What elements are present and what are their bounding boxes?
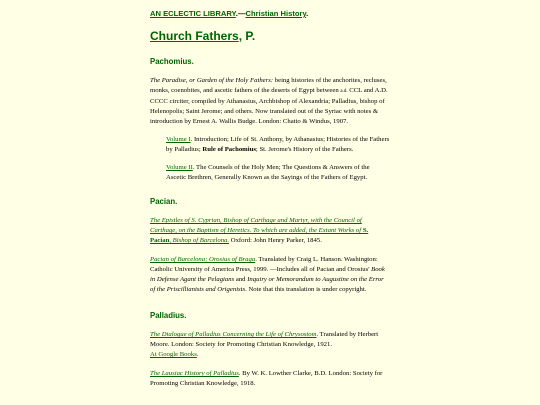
- breadcrumb-separator: .—: [235, 9, 246, 18]
- heading-pacian: Pacian.: [150, 197, 178, 206]
- volume-1-text-2: ; St. Jerome's History of the Fathers.: [255, 146, 354, 153]
- epistles-link-text-2: , Bishop of Barcelona.: [169, 237, 230, 244]
- barcelona-text-1: . Translated by Craig L. Hanson. Washington: Catholic University of America Press, 1999. —Includes all of Pacian and Orosius': [150, 256, 378, 273]
- breadcrumb-end: .: [306, 9, 309, 18]
- volume-2-link[interactable]: Volume II: [166, 164, 193, 171]
- breadcrumb-library-link[interactable]: AN ECLECTIC LIBRARY: [150, 9, 236, 18]
- epistles-link-text-1: The Epistles of S. Cyprian, Bishop of Carthage and Martyr, with the Council of Carthage, on the Baptism of Heretics. To which are added, the Extant Works of: [150, 217, 363, 234]
- entry-lausiac: [150, 369, 390, 389]
- entry-volume-2: [166, 163, 390, 183]
- barcelona-text-2: and: [234, 276, 248, 283]
- paradise-text-1: being histories of the anchorites, recluses, monks, coenobites, and ascetic fathers of the deserts of Egypt between: [150, 77, 387, 94]
- breadcrumb: [150, 9, 390, 19]
- barcelona-text-3: . Note that this translation is under copyright.: [245, 286, 367, 293]
- entry-epistles: [150, 216, 390, 246]
- entry-paradise: [150, 76, 390, 127]
- barcelona-italic-2: Inquiry or Memorandum to Augustine on the Error of the Priscillianists and Origenists: [150, 276, 384, 293]
- barcelona-link-text: Pacian of Barcelona; Orosius of Braga: [150, 256, 256, 263]
- entry-dialogue: [150, 330, 390, 360]
- entry-barcelona: [150, 255, 390, 295]
- breadcrumb-section-link[interactable]: Christian History: [245, 9, 307, 18]
- page-title: [150, 29, 390, 43]
- heading-palladius: Palladius.: [150, 311, 187, 320]
- volume-1-bold: Rule of Pachomius: [202, 146, 256, 153]
- dialogue-link[interactable]: [150, 331, 316, 338]
- barcelona-italic-1: Book in Defense Agant the Pelagians: [150, 266, 385, 283]
- lausiac-link-text: The Lausiac History of Palladius: [150, 370, 239, 377]
- entry-volume-1: [166, 135, 390, 155]
- paradise-ad: a.d.: [340, 89, 348, 94]
- volume-1-link[interactable]: Volume I: [166, 136, 191, 143]
- paradise-text-2: CCL and A.D. CCCC circiter, compiled by Athanasius, Archbishop of Alexandria; Palladius, bishop of Helenopolis; Saint Jerome; and others. Now translated out of the Syriac with notes & introduction by Ernest A. Wallis Budge. London: Chatto & Windus, 1907.: [150, 87, 388, 125]
- volume-1-text-1: . Introduction; Life of St. Anthony, by Athanasius; Histories of the Fathers by Palladius;: [166, 136, 390, 153]
- barcelona-link[interactable]: [150, 256, 255, 263]
- google-books-link[interactable]: At Google Books: [150, 351, 197, 358]
- dialogue-text: . Translated by Herbert Moore. London: Society for Promoting Christian Knowledge, 1921.: [150, 331, 379, 348]
- page-title-link[interactable]: Church Fathers: [150, 29, 239, 43]
- lausiac-text: . By W. K. Lowther Clarke, B.D. London: Society for Promoting Christian Knowledge, 1918.: [150, 370, 383, 387]
- volume-2-text: . The Counsels of the Holy Men; The Questions & Answers of the Ascetic Brethren, Generally Known as the Sayings of the Fathers of Egypt.: [166, 164, 370, 181]
- epistles-text: Oxford: John Henry Parker, 1845.: [229, 237, 322, 244]
- paradise-title: The Paradise, or Garden of the Holy Fathers:: [150, 77, 274, 84]
- page-title-rest: , P.: [238, 29, 256, 43]
- dialogue-link-text: The Dialogue of Palladius Concerning the Life of Chrysostom: [150, 331, 317, 338]
- heading-pachomius: Pachomius.: [150, 57, 194, 66]
- content-column: [150, 9, 390, 389]
- google-books-end: .: [196, 351, 199, 358]
- lausiac-link[interactable]: [150, 370, 239, 377]
- epistles-link-bold: S. Pacian: [150, 227, 369, 244]
